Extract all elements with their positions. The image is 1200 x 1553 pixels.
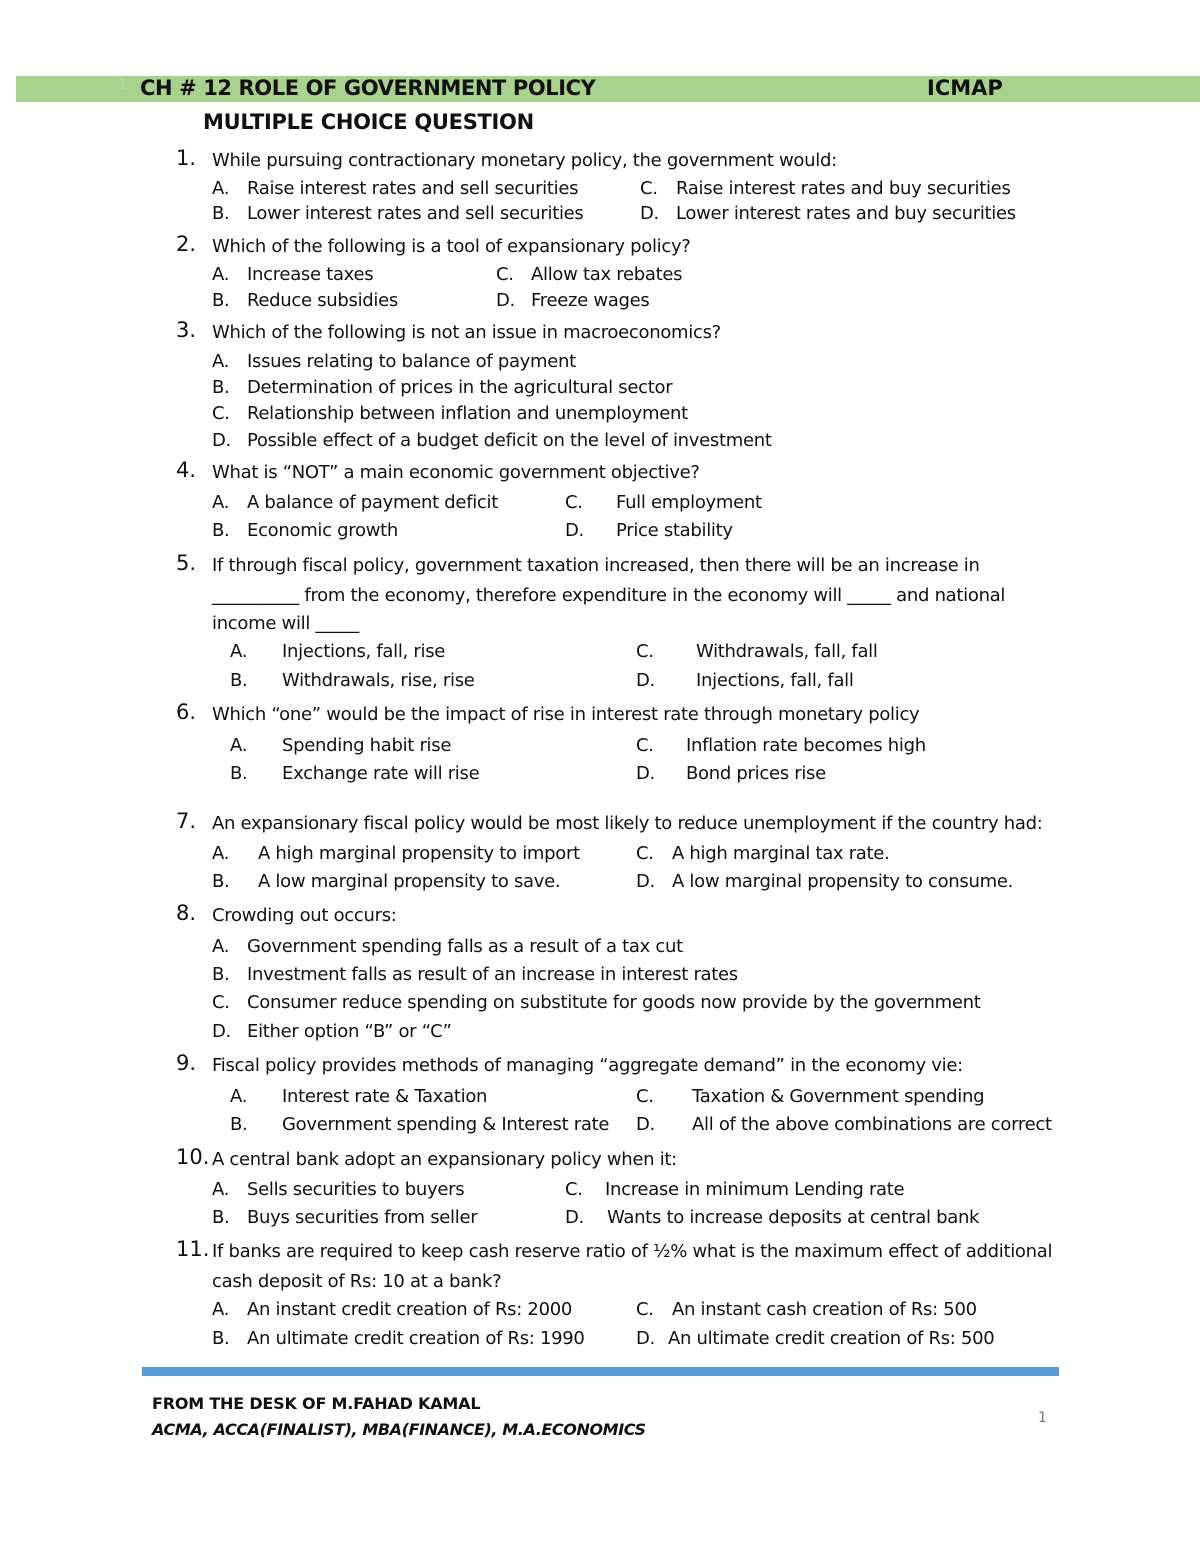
header-page-marker: 1: [118, 77, 127, 93]
option-text: An instant cash creation of Rs: 500: [672, 1299, 977, 1320]
option-letter: A.: [230, 641, 248, 662]
option-text: Lower interest rates and sell securities: [247, 203, 584, 224]
option-text: Full employment: [616, 492, 762, 513]
option-letter: B.: [230, 763, 248, 784]
option-text: Price stability: [616, 520, 733, 541]
question-text: Which “one” would be the impact of rise in interest rate through monetary policy: [212, 704, 920, 725]
question-number: 2.: [176, 232, 197, 256]
option-letter: C.: [565, 1179, 583, 1200]
question-text: What is “NOT” a main economic government objective?: [212, 462, 700, 483]
question-number: 4.: [176, 458, 197, 482]
option-letter: A.: [230, 1086, 248, 1107]
option-letter: C.: [636, 843, 654, 864]
option-text: Sells securities to buyers: [247, 1179, 465, 1200]
option-letter: D.: [496, 290, 515, 311]
option-letter: C.: [212, 992, 230, 1013]
option-letter: D.: [636, 1328, 655, 1349]
option-letter: B.: [212, 203, 230, 224]
footer-desk: FROM THE DESK OF M.FAHAD KAMAL: [152, 1394, 481, 1413]
question-text: An expansionary fiscal policy would be most likely to reduce unemployment if the country had:: [212, 813, 1043, 834]
option-letter: A.: [212, 1299, 230, 1320]
option-text: Government spending falls as a result of a tax cut: [247, 936, 683, 957]
option-text: Consumer reduce spending on substitute for goods now provide by the government: [247, 992, 981, 1013]
question-text: __________ from the economy, therefore expenditure in the economy will _____ and national: [212, 585, 1006, 606]
option-letter: D.: [636, 1114, 655, 1135]
option-text: A balance of payment deficit: [247, 492, 498, 513]
option-text: Increase in minimum Lending rate: [605, 1179, 905, 1200]
option-letter: A.: [212, 492, 230, 513]
question-text: cash deposit of Rs: 10 at a bank?: [212, 1271, 502, 1292]
option-letter: D.: [212, 1021, 231, 1042]
option-text: Issues relating to balance of payment: [247, 351, 576, 372]
footer-rule: [142, 1367, 1059, 1376]
question-number: 11.: [176, 1237, 210, 1261]
question-text: If through fiscal policy, government taxation increased, then there will be an increase in: [212, 555, 980, 576]
question-number: 8.: [176, 901, 197, 925]
question-text: Which of the following is a tool of expansionary policy?: [212, 236, 691, 257]
option-letter: D.: [636, 871, 655, 892]
option-text: Injections, fall, fall: [696, 670, 854, 691]
option-letter: C.: [636, 735, 654, 756]
option-letter: C.: [212, 403, 230, 424]
option-text: Possible effect of a budget deficit on the level of investment: [247, 430, 772, 451]
option-letter: A.: [212, 1179, 230, 1200]
option-text: Lower interest rates and buy securities: [676, 203, 1016, 224]
option-letter: B.: [212, 871, 230, 892]
page-number: 1: [1038, 1410, 1047, 1426]
option-text: A high marginal propensity to import: [258, 843, 580, 864]
question-text: income will _____: [212, 613, 359, 634]
option-text: Inflation rate becomes high: [686, 735, 926, 756]
question-text: Which of the following is not an issue in macroeconomics?: [212, 322, 721, 343]
option-letter: B.: [212, 1207, 230, 1228]
question-number: 7.: [176, 809, 197, 833]
option-text: Allow tax rebates: [531, 264, 683, 285]
option-text: A low marginal propensity to consume.: [672, 871, 1014, 892]
option-letter: B.: [212, 290, 230, 311]
option-text: Increase taxes: [247, 264, 374, 285]
option-letter: C.: [565, 492, 583, 513]
option-text: Reduce subsidies: [247, 290, 398, 311]
question-number: 3.: [176, 318, 197, 342]
option-letter: D.: [565, 520, 584, 541]
question-number: 5.: [176, 551, 197, 575]
option-text: An ultimate credit creation of Rs: 500: [668, 1328, 995, 1349]
option-letter: C.: [636, 1086, 654, 1107]
option-text: Wants to increase deposits at central bank: [607, 1207, 980, 1228]
option-text: Taxation & Government spending: [692, 1086, 985, 1107]
question-text: A central bank adopt an expansionary policy when it:: [212, 1149, 677, 1170]
question-text: While pursuing contractionary monetary policy, the government would:: [212, 150, 837, 171]
option-text: Injections, fall, rise: [282, 641, 446, 662]
option-letter: A.: [230, 735, 248, 756]
option-text: Investment falls as result of an increase in interest rates: [247, 964, 738, 985]
option-letter: D.: [636, 670, 655, 691]
question-text: Fiscal policy provides methods of managing “aggregate demand” in the economy vie:: [212, 1055, 963, 1076]
question-number: 10.: [176, 1145, 210, 1169]
option-letter: B.: [230, 1114, 248, 1135]
option-letter: A.: [212, 264, 230, 285]
option-letter: C.: [636, 641, 654, 662]
footer-credentials: ACMA, ACCA(FINALIST), MBA(FINANCE), M.A.ECONOMICS: [152, 1420, 646, 1439]
option-letter: C.: [636, 1299, 654, 1320]
option-text: An instant credit creation of Rs: 2000: [247, 1299, 573, 1320]
option-text: Withdrawals, rise, rise: [282, 670, 475, 691]
header-org: ICMAP: [927, 76, 1003, 100]
section-subtitle: MULTIPLE CHOICE QUESTION: [203, 110, 534, 134]
option-text: An ultimate credit creation of Rs: 1990: [247, 1328, 585, 1349]
option-text: A high marginal tax rate.: [672, 843, 890, 864]
question-number: 9.: [176, 1051, 197, 1075]
option-text: Relationship between inflation and unemployment: [247, 403, 688, 424]
option-text: Raise interest rates and sell securities: [247, 178, 579, 199]
question-text: Crowding out occurs:: [212, 905, 397, 926]
option-letter: B.: [212, 1328, 230, 1349]
option-letter: D.: [565, 1207, 584, 1228]
option-text: Withdrawals, fall, fall: [696, 641, 878, 662]
option-letter: A.: [212, 843, 230, 864]
option-text: Determination of prices in the agricultural sector: [247, 377, 673, 398]
option-text: Spending habit rise: [282, 735, 452, 756]
option-letter: A.: [212, 936, 230, 957]
option-text: Government spending & Interest rate: [282, 1114, 610, 1135]
option-text: Buys securities from seller: [247, 1207, 478, 1228]
option-letter: B.: [212, 520, 230, 541]
option-text: Interest rate & Taxation: [282, 1086, 488, 1107]
chapter-title: CH # 12 ROLE OF GOVERNMENT POLICY: [140, 76, 596, 100]
option-text: Freeze wages: [531, 290, 650, 311]
question-text: If banks are required to keep cash reserve ratio of ½% what is the maximum effect of additional: [212, 1241, 1053, 1262]
option-text: Either option “B” or “C”: [247, 1021, 452, 1042]
option-text: Exchange rate will rise: [282, 763, 480, 784]
option-letter: D.: [212, 430, 231, 451]
option-letter: A.: [212, 178, 230, 199]
option-letter: B.: [212, 377, 230, 398]
option-text: Economic growth: [247, 520, 398, 541]
option-letter: B.: [212, 964, 230, 985]
option-letter: A.: [212, 351, 230, 372]
question-number: 1.: [176, 146, 197, 170]
option-letter: C.: [640, 178, 658, 199]
option-letter: C.: [496, 264, 514, 285]
option-text: A low marginal propensity to save.: [258, 871, 561, 892]
option-text: Bond prices rise: [686, 763, 826, 784]
option-text: Raise interest rates and buy securities: [676, 178, 1011, 199]
option-letter: B.: [230, 670, 248, 691]
option-letter: D.: [636, 763, 655, 784]
option-letter: D.: [640, 203, 659, 224]
option-text: All of the above combinations are correct: [692, 1114, 1052, 1135]
question-number: 6.: [176, 700, 197, 724]
